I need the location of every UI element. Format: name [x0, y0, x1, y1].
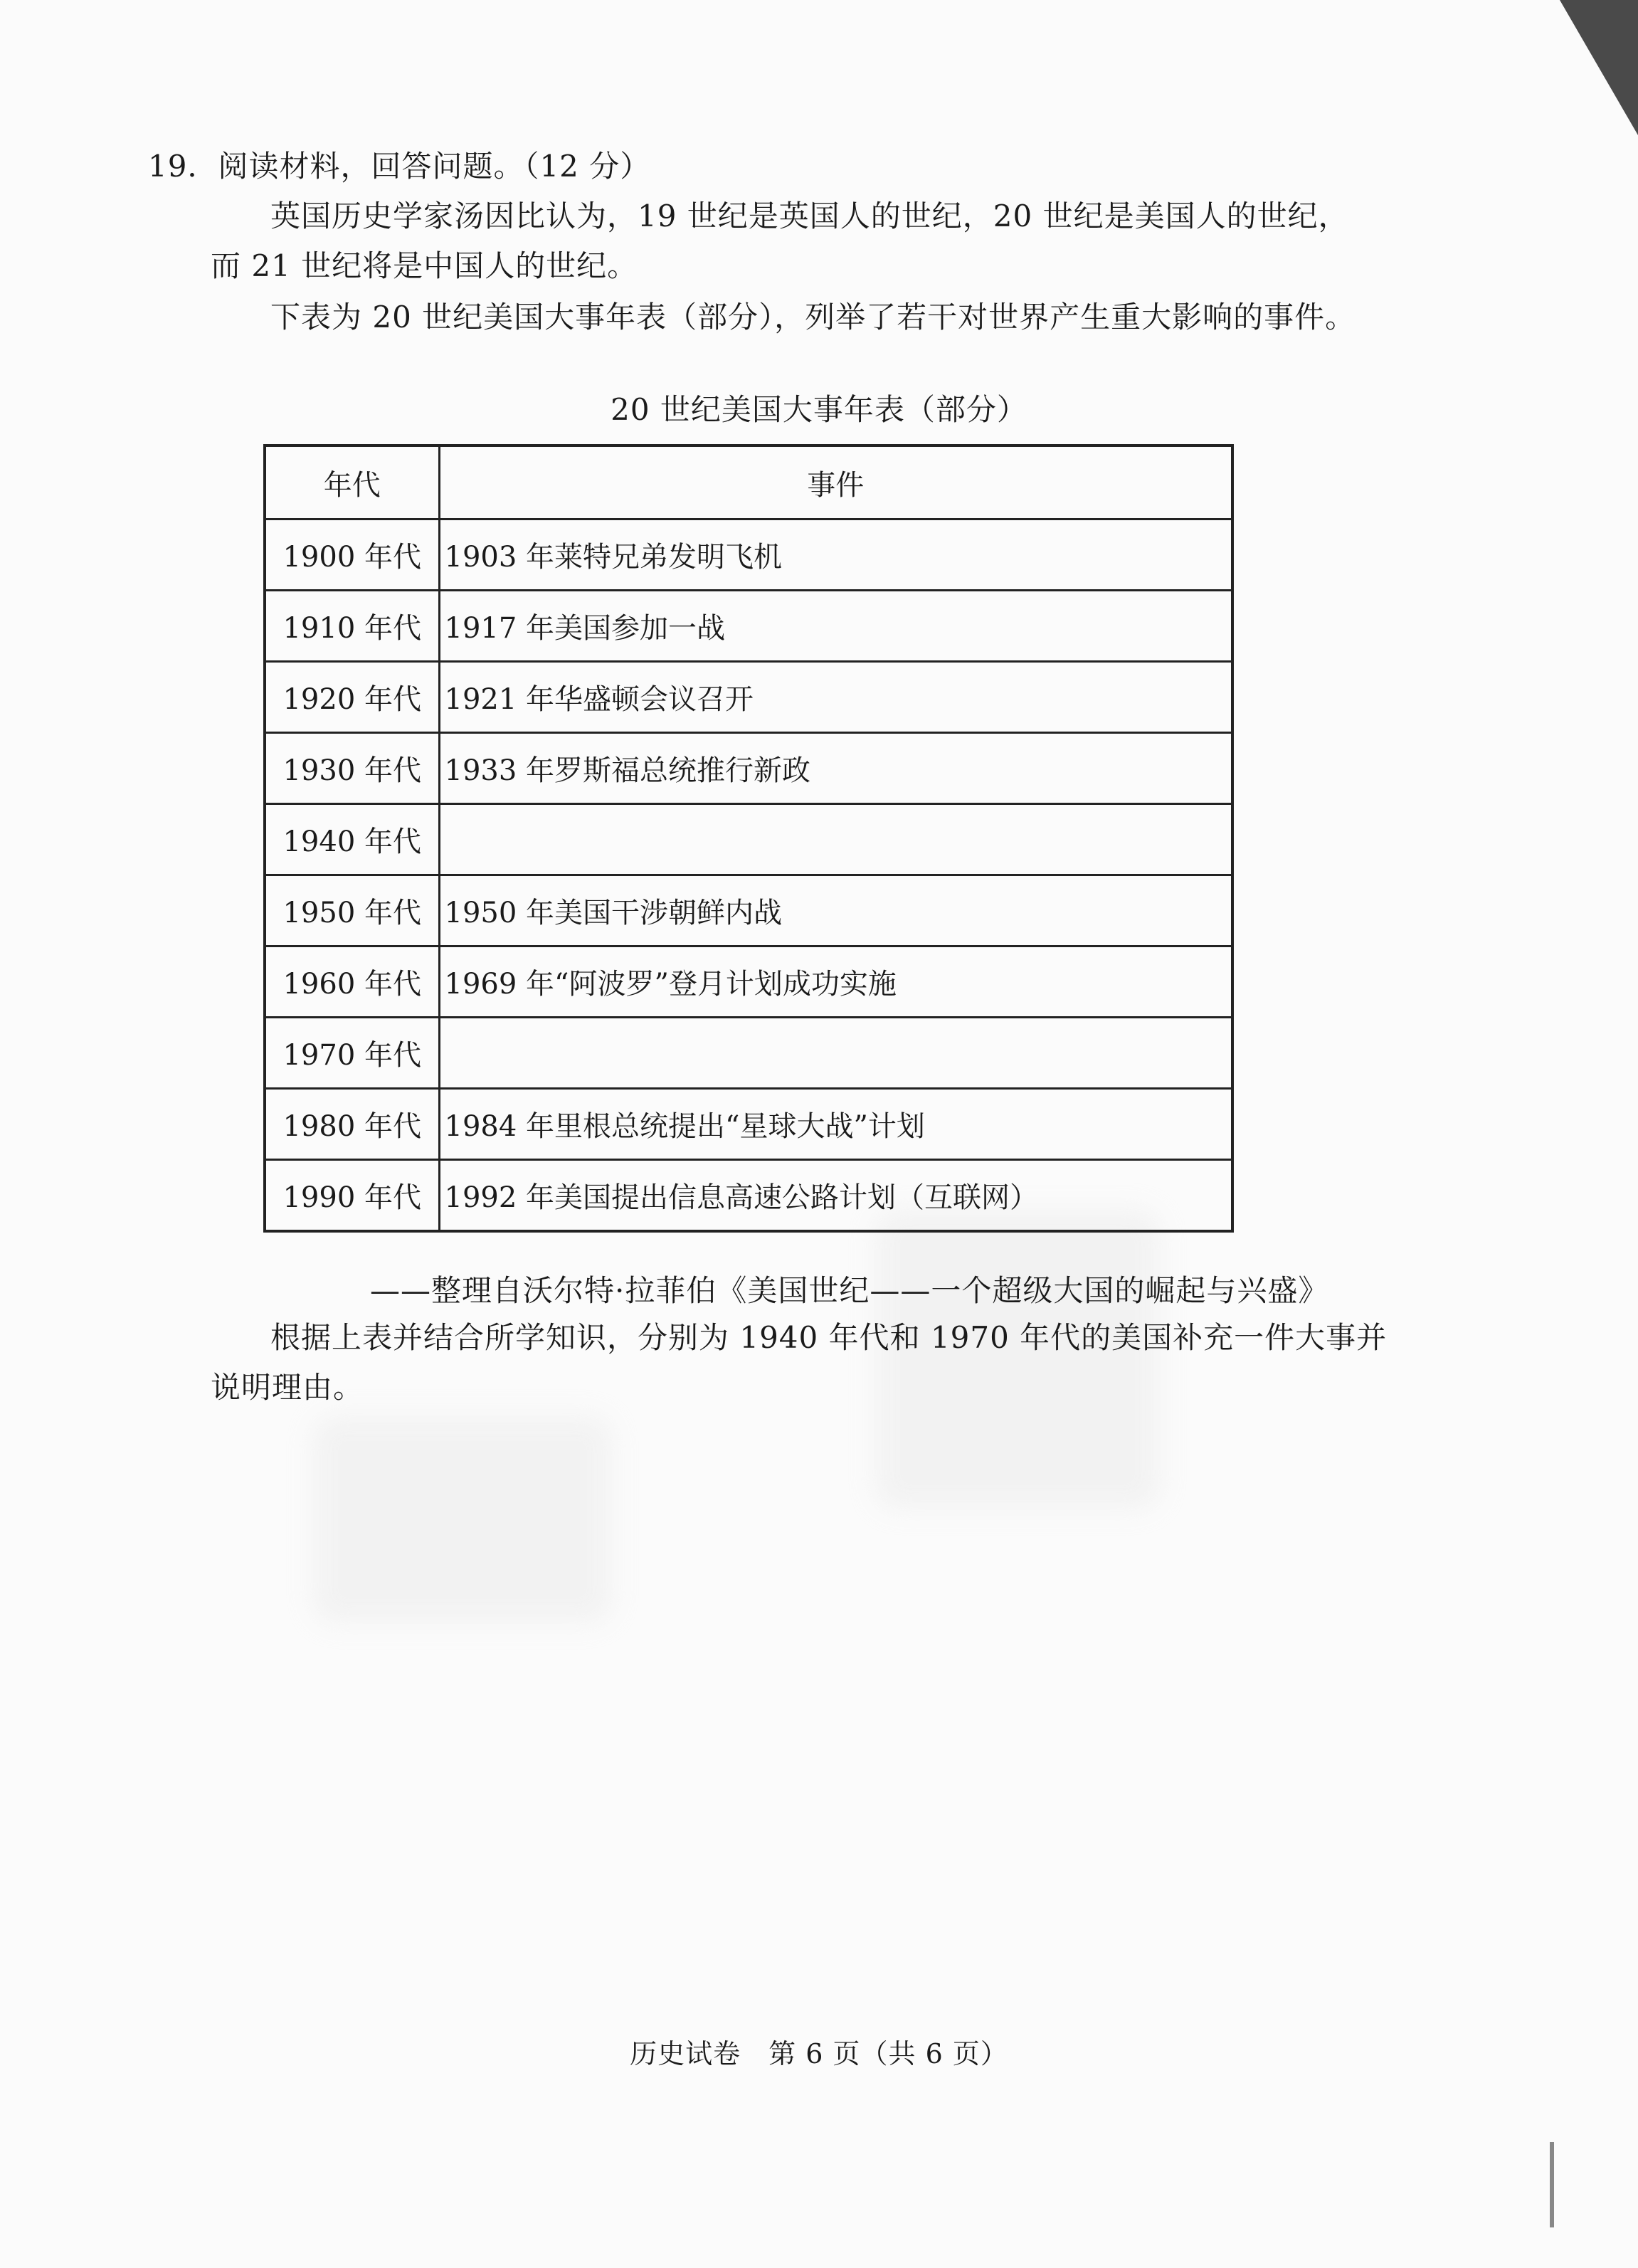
- scan-smudge: [313, 1416, 612, 1623]
- scan-smudge: [875, 1210, 1160, 1509]
- scan-mark: [1550, 2142, 1554, 2227]
- event-cell: 1950 年美国干涉朝鲜内战: [439, 875, 1232, 946]
- event-cell: 1933 年罗斯福总统推行新政: [439, 733, 1232, 804]
- event-cell: 1992 年美国提出信息高速公路计划（互联网）: [439, 1160, 1232, 1232]
- event-cell: 1984 年里根总统提出“星球大战”计划: [439, 1089, 1232, 1160]
- table-header-row: [265, 445, 1232, 519]
- table-row: [265, 733, 1232, 804]
- scan-corner-mark: [1560, 0, 1638, 135]
- table-row: [265, 1089, 1232, 1160]
- decade-cell: 1910 年代: [265, 591, 439, 662]
- decade-cell: 1970 年代: [265, 1018, 439, 1089]
- decade-cell: 1940 年代: [265, 804, 439, 875]
- decade-cell: 1960 年代: [265, 946, 439, 1018]
- event-cell: 1921 年华盛顿会议召开: [439, 662, 1232, 733]
- decade-cell: 1950 年代: [265, 875, 439, 946]
- events-table: [263, 444, 1234, 1233]
- event-cell: 1917 年美国参加一战: [439, 591, 1232, 662]
- table-row: [265, 591, 1232, 662]
- page-footer: 历史试卷 第 6 页（共 6 页）: [630, 2038, 1008, 2069]
- question-prompt-line-1: 根据上表并结合所学知识，分别为 1940 年代和 1970 年代的美国补充一件大事并: [270, 1320, 1388, 1355]
- table-row: [265, 662, 1232, 733]
- table-row: [265, 804, 1232, 875]
- table-row: [265, 1160, 1232, 1232]
- event-cell: 1903 年莱特兄弟发明飞机: [439, 519, 1232, 591]
- question-heading: 19．阅读材料，回答问题。（12 分）: [148, 149, 651, 184]
- decade-cell: 1900 年代: [265, 519, 439, 591]
- table-row: [265, 519, 1232, 591]
- header-decade: 年代: [265, 445, 439, 519]
- event-cell-blank: [439, 804, 1232, 875]
- header-event: 事件: [439, 445, 1232, 519]
- material-paragraph-1-line-1: 英国历史学家汤因比认为，19 世纪是英国人的世纪，20 世纪是美国人的世纪，: [270, 199, 1349, 233]
- table-row: [265, 1018, 1232, 1089]
- table-row: [265, 875, 1232, 946]
- question-prompt-line-2: 说明理由。: [211, 1370, 364, 1405]
- material-paragraph-1-line-2: 而 21 世纪将是中国人的世纪。: [211, 248, 638, 283]
- decade-cell: 1990 年代: [265, 1160, 439, 1232]
- event-cell-blank: [439, 1018, 1232, 1089]
- decade-cell: 1980 年代: [265, 1089, 439, 1160]
- material-paragraph-2: 下表为 20 世纪美国大事年表（部分），列举了若干对世界产生重大影响的事件。: [270, 300, 1356, 334]
- source-citation: ——整理自沃尔特·拉菲伯《美国世纪——一个超级大国的崛起与兴盛》: [370, 1273, 1329, 1308]
- decade-cell: 1930 年代: [265, 733, 439, 804]
- table-row: [265, 946, 1232, 1018]
- decade-cell: 1920 年代: [265, 662, 439, 733]
- table-title: 20 世纪美国大事年表（部分）: [611, 392, 1027, 427]
- event-cell: 1969 年“阿波罗”登月计划成功实施: [439, 946, 1232, 1018]
